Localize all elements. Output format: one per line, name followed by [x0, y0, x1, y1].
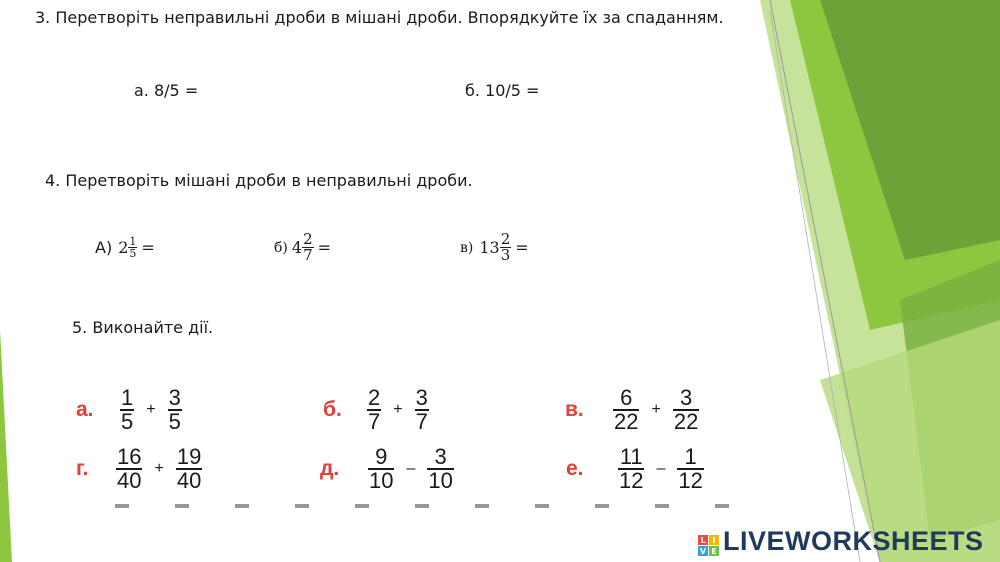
task4-item-b: [274, 232, 331, 263]
numerator: 9: [375, 444, 388, 469]
task5-item-d: [76, 446, 202, 492]
logo-text: LIVEWORKSHEETS: [723, 526, 984, 556]
denominator: 5: [129, 247, 137, 260]
denominator: 10: [369, 468, 394, 493]
denominator: 10: [428, 468, 453, 493]
fraction-2: [168, 387, 182, 433]
cropped-row-remnant: [115, 504, 765, 508]
denominator: 3: [500, 246, 511, 264]
operator: +: [651, 401, 661, 418]
task5-item-f: [566, 446, 704, 492]
denominator: 5: [168, 409, 181, 434]
task5-item-a: [76, 387, 182, 433]
badge-l: L: [698, 535, 708, 545]
operator: +: [393, 401, 403, 418]
operator: –: [656, 460, 666, 477]
numerator: 2: [303, 230, 313, 248]
task4-item-a-label: А): [95, 238, 113, 257]
fraction-2: [677, 446, 703, 492]
denominator: 22: [614, 409, 639, 434]
fraction-1: [618, 446, 644, 492]
denominator: 22: [673, 409, 699, 434]
numerator: 16: [117, 444, 142, 469]
task4-item-c-label: в): [460, 239, 474, 256]
denominator: 12: [678, 468, 703, 493]
left-edge-green-wedge: [0, 330, 12, 562]
task5-item-e: [320, 446, 454, 492]
numerator: 2: [500, 230, 511, 248]
task4-item-a-whole: 2: [118, 238, 129, 257]
task4-title: 4. Перетворіть мішані дроби в неправильні дроби.: [45, 171, 473, 190]
task4-item-a-fraction: [128, 236, 137, 259]
operator: +: [146, 401, 156, 418]
denominator: 40: [117, 468, 142, 493]
fraction-1: [368, 446, 394, 492]
numerator: 1: [121, 385, 134, 410]
fraction-2: [176, 446, 202, 492]
denominator: 5: [121, 409, 134, 434]
task5-item-b-label: б.: [323, 398, 342, 421]
fraction-2: [673, 387, 699, 433]
task5-item-c-label: в.: [565, 398, 584, 421]
numerator: 3: [168, 385, 181, 410]
badge-v: V: [699, 546, 707, 556]
equals-sign: =: [317, 238, 332, 257]
task4-item-c: [460, 232, 529, 263]
denominator: 40: [176, 468, 202, 493]
task4-item-c-fraction: [500, 232, 512, 263]
task4-item-a: [95, 236, 155, 259]
fraction-1: [367, 387, 381, 433]
task5-item-d-label: г.: [76, 457, 89, 480]
task3-title: 3. Перетворіть неправильні дроби в мішані дроби. Впорядкуйте їх за спаданням.: [35, 8, 724, 27]
fraction-1: [120, 387, 134, 433]
logo-badge-icon: [698, 535, 719, 556]
numerator: 1: [684, 444, 697, 469]
fraction-2: [415, 387, 429, 433]
numerator: 11: [619, 444, 643, 469]
task5-title: 5. Виконайте дії.: [72, 318, 214, 337]
numerator: 3: [415, 385, 428, 410]
operator: –: [406, 460, 416, 477]
badge-i: I: [709, 535, 719, 545]
task5-item-b: [323, 387, 429, 433]
task4-item-b-whole: 4: [291, 238, 303, 257]
fraction-2: [427, 446, 453, 492]
numerator: 6: [620, 385, 633, 410]
operator: +: [154, 460, 164, 477]
liveworksheets-logo: [698, 526, 984, 557]
numerator: 19: [176, 444, 202, 469]
task4-item-b-label: б): [274, 239, 288, 256]
task4-item-b-fraction: [302, 232, 314, 263]
task3-item-b: б. 10/5 =: [465, 81, 540, 100]
task3-item-a: а. 8/5 =: [134, 81, 199, 100]
denominator: 7: [368, 409, 381, 434]
fraction-1: [116, 446, 142, 492]
fraction-1: [613, 387, 639, 433]
denominator: 7: [415, 409, 428, 434]
equals-sign: =: [141, 238, 155, 257]
task5-item-e-label: д.: [320, 457, 340, 480]
task4-item-c-whole: 13: [479, 238, 500, 257]
task5-item-f-label: е.: [566, 457, 584, 480]
task5-item-a-label: а.: [76, 398, 94, 421]
numerator: 3: [679, 385, 693, 410]
task5-item-c: [565, 387, 699, 433]
denominator: 12: [619, 468, 644, 493]
badge-e: E: [709, 546, 719, 556]
denominator: 7: [303, 246, 313, 264]
equals-sign: =: [515, 238, 529, 257]
numerator: 3: [434, 444, 447, 469]
numerator: 2: [368, 385, 381, 410]
numerator: 1: [129, 235, 137, 248]
